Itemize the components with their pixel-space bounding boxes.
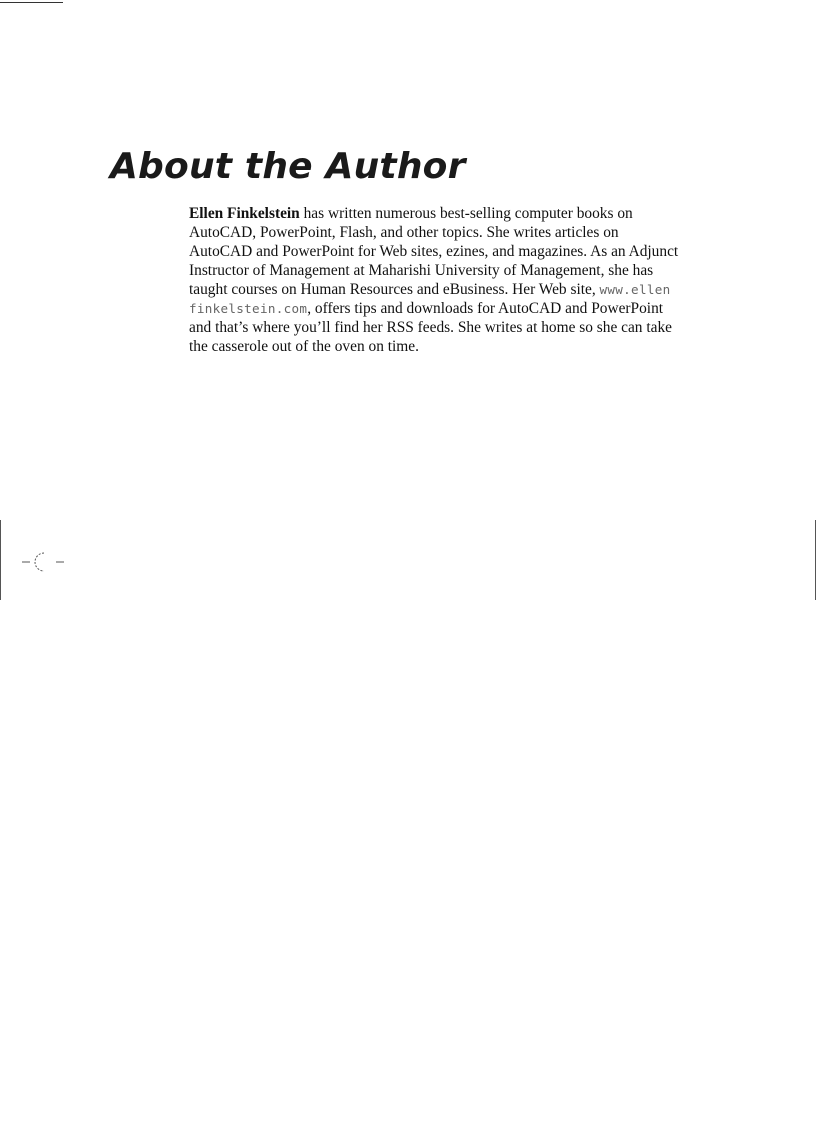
page-title: About the Author xyxy=(110,146,466,187)
bio-line: AutoCAD and PowerPoint for Web sites, ezines, and magazines. As an Adjunct xyxy=(189,243,679,260)
bio-text: has written numerous best-selling computer books on xyxy=(299,205,633,222)
website-link[interactable]: www.ellen xyxy=(599,282,671,297)
bio-line: Instructor of Management at Maharishi University of Management, she has xyxy=(189,262,654,279)
author-name: Ellen Finkelstein xyxy=(189,205,300,222)
author-bio xyxy=(189,204,729,356)
registration-mark-icon xyxy=(22,549,67,579)
bio-line xyxy=(189,204,729,223)
bio-text: taught courses on Human Resources and eBusiness. Her Web site, xyxy=(189,281,600,298)
margin-line-left xyxy=(0,520,1,600)
bio-line: AutoCAD, PowerPoint, Flash, and other topics. She writes articles on xyxy=(189,224,619,241)
crop-mark-top xyxy=(0,2,63,3)
bio-line xyxy=(189,299,729,318)
website-link[interactable]: finkelstein.com xyxy=(189,301,308,316)
bio-text: , offers tips and downloads for AutoCAD and PowerPoint xyxy=(307,300,664,317)
bio-line xyxy=(189,280,729,299)
bio-line: and that’s where you’ll find her RSS feeds. She writes at home so she can take xyxy=(189,319,672,336)
bio-line: the casserole out of the oven on time. xyxy=(189,338,419,355)
